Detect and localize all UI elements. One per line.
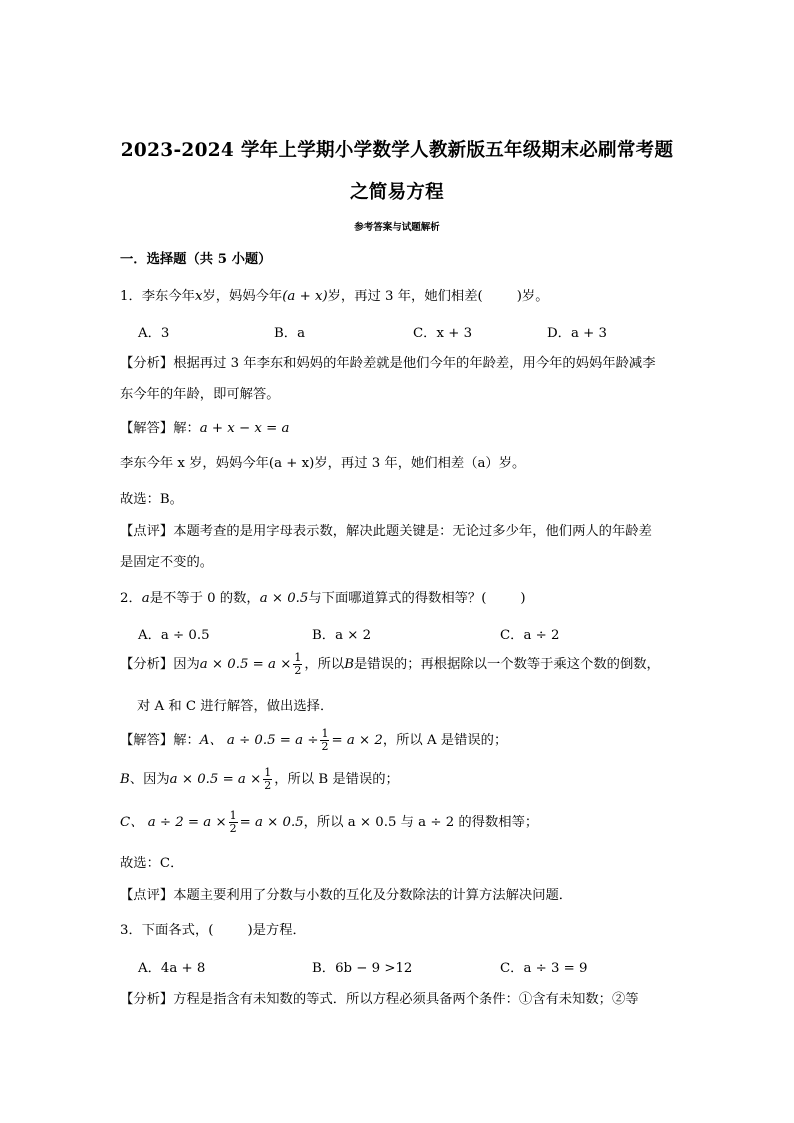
fraction-one-half: $\frac{1}{2}$ bbox=[229, 809, 237, 835]
comment-tag: 【点评】 bbox=[120, 888, 174, 903]
answer-tag: 【解答】 bbox=[120, 421, 174, 436]
option-b: B．a × 2 bbox=[312, 628, 372, 643]
question-1-choice: 故选：B。 bbox=[120, 492, 183, 507]
question-1-comment: 【点评】本题考查的是用字母表示数，解决此题关键是：无论过多少年，他们两人的年龄差 bbox=[120, 524, 652, 539]
analysis-tag: 【分析】 bbox=[120, 657, 174, 672]
option-a: A．3 bbox=[138, 326, 170, 341]
question-2-choice: 故选：C． bbox=[120, 856, 184, 871]
analysis-tag: 【分析】 bbox=[120, 356, 174, 371]
option-b: B．6b − 9 >12 bbox=[312, 961, 413, 976]
question-3-stem: 3．下面各式，( )是方程． bbox=[120, 923, 306, 938]
question-1-analysis: 【分析】根据再过 3 年李东和妈妈的年龄差就是他们今年的年龄差，用今年的妈妈年龄减李 bbox=[120, 356, 656, 371]
question-2-answer-b: B、因为a × 0.5 = a × $\frac{1}{2}$ ，所以 B 是错误的； bbox=[120, 766, 399, 792]
option-b: B．a bbox=[274, 326, 305, 341]
question-2-answer-a: 【解答】解：A、 a ÷ 0.5 = a ÷ $\frac{1}{2}$ = a × 2，所以 A 是错误的； bbox=[120, 727, 508, 753]
fraction-one-half: $\frac{1}{2}$ bbox=[321, 727, 329, 753]
comment-tag: 【点评】 bbox=[120, 524, 174, 539]
option-a: A．a ÷ 0.5 bbox=[138, 628, 210, 643]
question-1-analysis-line2: 东今年的年龄，即可解答。 bbox=[120, 387, 280, 402]
question-2-stem: 2．a是不等于 0 的数，a × 0.5与下面哪道算式的得数相等？( ) bbox=[120, 591, 526, 606]
question-2-analysis: 【分析】因为a × 0.5 = a × $\frac{1}{2}$ ，所以B是错误的；再根据除以一个数等于乘这个数的倒数， bbox=[120, 651, 660, 677]
question-number: 3． bbox=[120, 923, 142, 938]
question-2-answer-c: C、 a ÷ 2 = a × $\frac{1}{2}$ = a × 0.5，所以 a × 0.5 与 a ÷ 2 的得数相等； bbox=[120, 809, 539, 835]
question-number: 1． bbox=[120, 289, 142, 304]
question-1-comment-line2: 是固定不变的。 bbox=[120, 555, 214, 570]
option-c: C．a ÷ 2 bbox=[500, 628, 560, 643]
analysis-tag: 【分析】 bbox=[120, 992, 174, 1007]
option-c: C．x + 3 bbox=[413, 326, 473, 341]
fraction-one-half: $\frac{1}{2}$ bbox=[264, 766, 272, 792]
page-title-line2: 之简易方程 bbox=[349, 182, 444, 203]
option-d: D．a + 3 bbox=[547, 326, 607, 341]
question-2-analysis-line2: 对 A 和 C 进行解答，做出选择． bbox=[137, 699, 334, 714]
question-2-comment: 【点评】本题主要利用了分数与小数的互化及分数除法的计算方法解决问题． bbox=[120, 888, 573, 903]
page-title: 2023-2024 学年上学期小学数学人教新版五年级期末必刷常考题 bbox=[120, 140, 674, 161]
question-3-analysis: 【分析】方程是指含有未知数的等式．所以方程必须具备两个条件：①含有未知数；②等 bbox=[120, 992, 639, 1007]
question-1-restatement: 李东今年 x 岁，妈妈今年(a + x)岁，再过 3 年，她们相差（a）岁。 bbox=[120, 456, 526, 471]
question-number: 2． bbox=[120, 591, 142, 606]
question-1-stem: 1．李东今年x岁，妈妈今年(a + x)岁，再过 3 年，她们相差( )岁。 bbox=[120, 289, 549, 304]
question-1-answer: 【解答】解：a + x − x = a bbox=[120, 421, 290, 436]
fraction-one-half: $\frac{1}{2}$ bbox=[294, 651, 302, 677]
option-c: C．a ÷ 3 = 9 bbox=[500, 961, 588, 976]
option-a: A．4a + 8 bbox=[138, 961, 206, 976]
answer-tag: 【解答】 bbox=[120, 733, 174, 748]
page-subtitle: 参考答案与试题解析 bbox=[354, 222, 440, 233]
section-heading: 一．选择题（共 5 小题） bbox=[120, 252, 272, 267]
